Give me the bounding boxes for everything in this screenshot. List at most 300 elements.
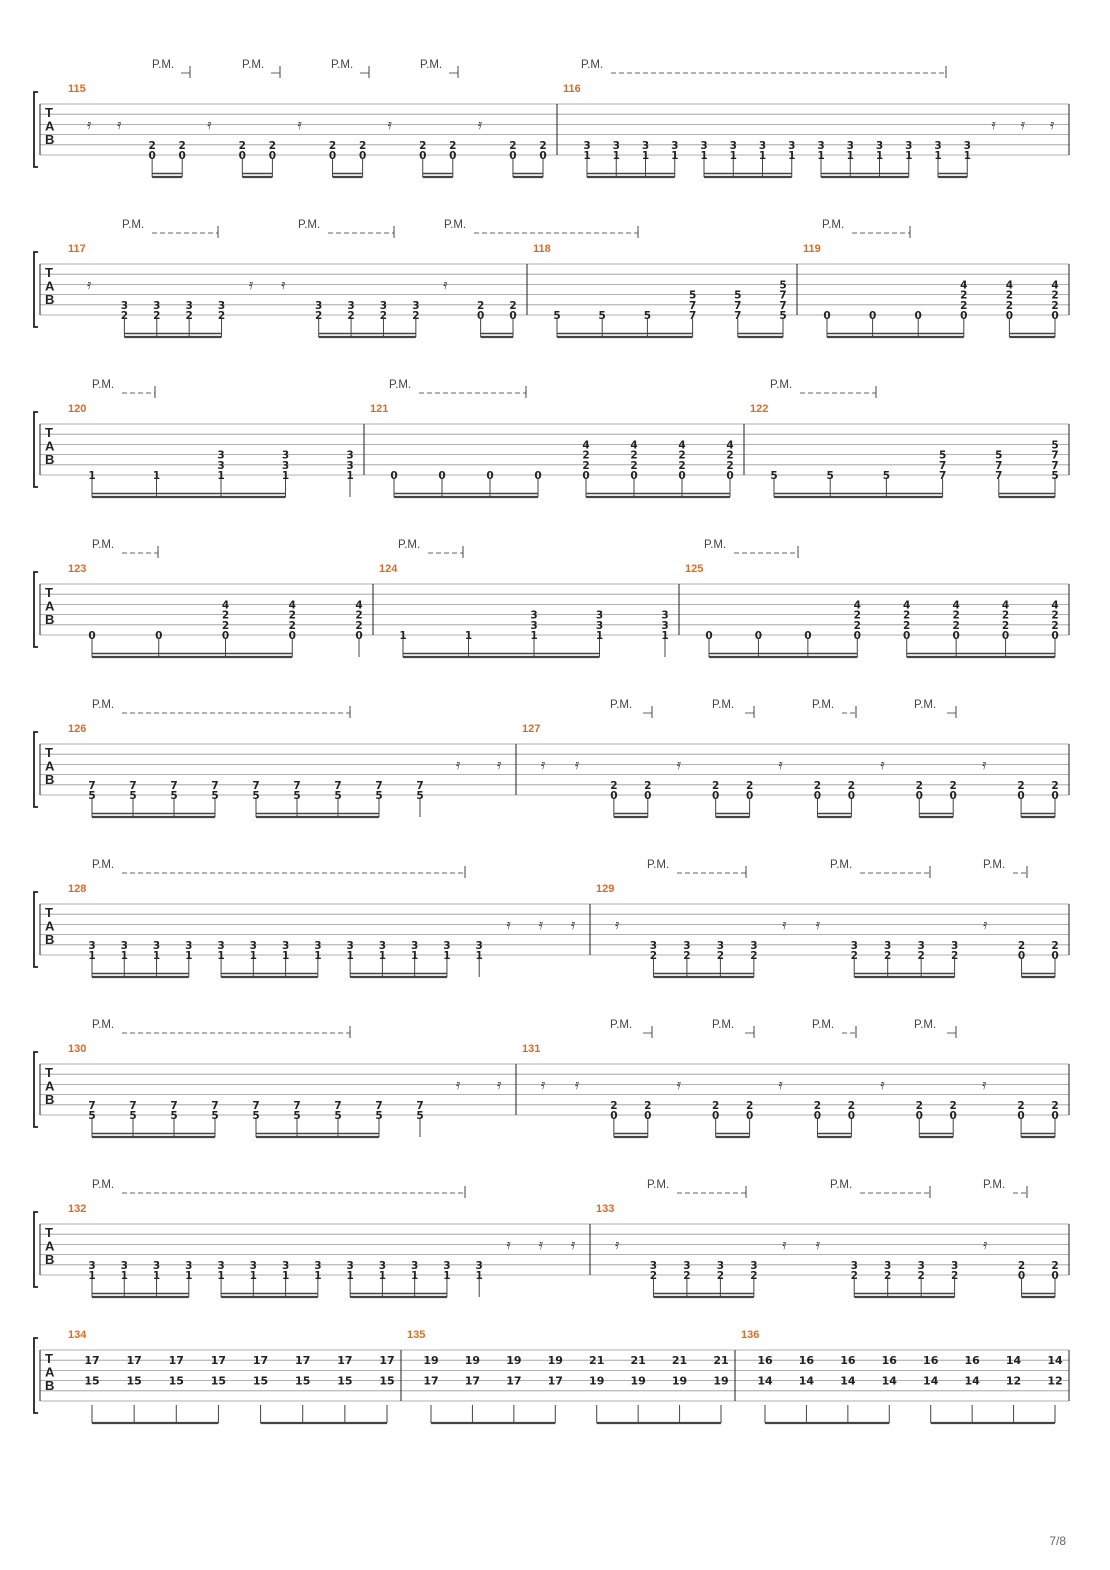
fret-number: 3 <box>153 299 161 312</box>
fret-number: 0 <box>813 1110 822 1122</box>
fret-number: 1 <box>346 1270 354 1282</box>
fret-number: 0 <box>868 310 877 322</box>
fret-number: 1 <box>314 950 322 962</box>
palm-mute-label: P.M. <box>444 219 467 231</box>
fret-number: 15 <box>126 1374 142 1388</box>
palm-mute-label: P.M. <box>704 539 727 551</box>
fret-number: 2 <box>268 139 277 152</box>
fret-number: 2 <box>813 1099 822 1112</box>
fret-number: 1 <box>846 150 854 162</box>
fret-number: 1 <box>152 470 161 482</box>
system-bracket <box>34 572 38 647</box>
rest-icon: 𝄿 <box>778 757 783 773</box>
fret-number: 15 <box>168 1374 184 1388</box>
fret-number: 0 <box>610 790 618 802</box>
fret-number: 0 <box>1051 950 1059 962</box>
tab-clef-letter: A <box>45 118 55 134</box>
fret-number: 14 <box>923 1374 939 1388</box>
palm-mute-label: P.M. <box>983 1179 1006 1191</box>
fret-number: 1 <box>88 950 96 962</box>
fret-number: 2 <box>148 139 156 152</box>
fret-number: 5 <box>211 1110 219 1122</box>
fret-number: 0 <box>1017 1110 1025 1122</box>
rest-icon: 𝄿 <box>983 1237 988 1253</box>
fret-number: 2 <box>853 609 861 622</box>
fret-number: 1 <box>443 1270 451 1282</box>
fret-number: 7 <box>375 779 383 792</box>
system-bracket <box>34 1212 38 1287</box>
fret-number: 2 <box>328 139 337 152</box>
fret-number: 0 <box>914 310 922 322</box>
fret-number: 1 <box>700 150 708 162</box>
fret-number: 3 <box>583 139 591 152</box>
fret-number: 2 <box>630 449 638 462</box>
fret-number: 2 <box>1005 289 1014 302</box>
fret-number: 3 <box>120 299 129 312</box>
palm-mute-label: P.M. <box>914 1019 937 1031</box>
fret-number: 1 <box>934 150 942 162</box>
tab-system <box>34 219 1069 337</box>
fret-number: 2 <box>644 1099 652 1112</box>
rest-icon: 𝄿 <box>815 917 821 933</box>
measure <box>68 83 547 177</box>
fret-number: 19 <box>713 1374 729 1388</box>
fret-number: 5 <box>688 289 697 302</box>
tab-system <box>34 1019 1069 1137</box>
palm-mute-label: P.M. <box>647 1179 670 1191</box>
fret-number: 5 <box>598 310 606 322</box>
palm-mute-label: P.M. <box>389 379 412 391</box>
fret-number: 7 <box>252 779 260 792</box>
fret-number: 12 <box>1005 1374 1022 1388</box>
fret-number: 0 <box>823 310 831 322</box>
fret-number: 16 <box>923 1354 939 1368</box>
fret-number: 0 <box>726 470 734 482</box>
fret-number: 3 <box>595 619 604 632</box>
tab-clef-letter: B <box>45 1092 55 1107</box>
measure <box>679 563 1059 657</box>
fret-number: 2 <box>884 1270 892 1282</box>
fret-number: 16 <box>757 1354 773 1368</box>
fret-number: 16 <box>798 1354 815 1368</box>
fret-number: 2 <box>649 1270 658 1282</box>
fret-number: 2 <box>1051 619 1059 632</box>
rest-icon: 𝄿 <box>207 117 212 133</box>
fret-number: 3 <box>661 619 669 632</box>
fret-number: 14 <box>840 1374 856 1388</box>
fret-number: 2 <box>950 1270 959 1282</box>
fret-number: 0 <box>949 790 957 802</box>
fret-number: 1 <box>399 630 407 642</box>
fret-number: 5 <box>211 790 219 802</box>
rest-icon: 𝄿 <box>297 117 302 133</box>
fret-number: 0 <box>754 630 763 642</box>
fret-number: 0 <box>630 470 638 482</box>
fret-number: 2 <box>745 1099 754 1112</box>
tab-clef-letter: T <box>45 1225 53 1240</box>
fret-number: 16 <box>881 1354 897 1368</box>
fret-number: 1 <box>758 150 767 162</box>
fret-number: 2 <box>221 619 230 632</box>
fret-number: 3 <box>281 449 290 462</box>
fret-number: 0 <box>804 630 812 642</box>
fret-number: 5 <box>643 310 652 322</box>
rest-icon: 𝄿 <box>782 917 787 933</box>
fret-number: 2 <box>185 310 193 322</box>
fret-number: 19 <box>423 1354 439 1368</box>
fret-number: 19 <box>547 1354 563 1368</box>
measure-number: 118 <box>533 243 551 255</box>
rest-icon: 𝄿 <box>456 757 461 773</box>
measure <box>590 1203 1059 1297</box>
fret-number: 2 <box>539 139 547 152</box>
fret-number: 0 <box>952 630 960 642</box>
fret-number: 5 <box>770 470 778 482</box>
measure <box>68 723 502 817</box>
fret-number: 5 <box>334 790 342 802</box>
fret-number: 7 <box>1051 449 1059 462</box>
fret-number: 2 <box>678 459 686 472</box>
fret-number: 1 <box>475 950 483 962</box>
fret-number: 3 <box>314 1259 322 1272</box>
tab-system <box>34 699 1069 817</box>
fret-number: 3 <box>281 459 290 472</box>
measure-number: 135 <box>407 1329 426 1341</box>
fret-number: 3 <box>185 1259 193 1272</box>
fret-number: 0 <box>903 630 911 642</box>
fret-number: 3 <box>716 939 725 952</box>
fret-number: 17 <box>168 1354 184 1368</box>
fret-number: 3 <box>185 939 193 952</box>
fret-number: 1 <box>281 470 290 482</box>
fret-number: 19 <box>671 1374 688 1388</box>
fret-number: 5 <box>252 790 260 802</box>
measure-number: 117 <box>68 243 86 255</box>
fret-number: 17 <box>126 1354 142 1368</box>
palm-mute-label: P.M. <box>647 859 670 871</box>
fret-number: 4 <box>903 599 911 612</box>
fret-number: 0 <box>238 150 246 162</box>
tab-clef-letter: A <box>45 1078 55 1094</box>
tab-clef-letter: A <box>45 1364 55 1380</box>
fret-number: 1 <box>281 1270 290 1282</box>
fret-number: 0 <box>449 150 457 162</box>
fret-number: 2 <box>1051 609 1059 622</box>
fret-number: 3 <box>683 939 691 952</box>
fret-number: 2 <box>1005 299 1014 312</box>
fret-number: 2 <box>1051 1259 1059 1272</box>
fret-number: 2 <box>813 779 822 792</box>
fret-number: 7 <box>416 1099 424 1112</box>
rest-icon: 𝄿 <box>248 277 254 293</box>
fret-number: 0 <box>610 1110 618 1122</box>
measure <box>516 1043 1059 1137</box>
fret-number: 4 <box>355 599 363 612</box>
measure <box>401 1329 729 1423</box>
fret-number: 1 <box>530 630 538 642</box>
measure <box>373 563 669 657</box>
fret-number: 0 <box>486 470 494 482</box>
fret-number: 16 <box>840 1354 856 1368</box>
fret-number: 1 <box>641 150 650 162</box>
system-bracket <box>34 892 38 967</box>
fret-number: 15 <box>210 1374 227 1388</box>
fret-number: 5 <box>375 1110 383 1122</box>
tab-clef-letter: T <box>45 905 53 920</box>
fret-number: 2 <box>221 609 230 622</box>
fret-number: 3 <box>88 939 96 952</box>
rest-icon: 𝄿 <box>880 1077 885 1093</box>
fret-number: 3 <box>595 609 604 622</box>
fret-number: 2 <box>1051 1099 1059 1112</box>
fret-number: 3 <box>917 1259 925 1272</box>
fret-number: 2 <box>1001 619 1010 632</box>
measure <box>527 243 787 337</box>
fret-number: 3 <box>314 939 322 952</box>
fret-number: 0 <box>705 630 713 642</box>
fret-number: 0 <box>915 1110 923 1122</box>
fret-number: 1 <box>963 150 971 162</box>
fret-number: 3 <box>217 299 226 312</box>
tab-clef-letter: B <box>45 1252 55 1267</box>
tab-system <box>34 59 1069 177</box>
fret-number: 5 <box>553 310 561 322</box>
measure <box>735 1329 1063 1423</box>
fret-number: 2 <box>750 1270 758 1282</box>
fret-number: 1 <box>152 1270 161 1282</box>
fret-number: 2 <box>949 1099 957 1112</box>
tab-clef-letter: T <box>45 745 53 760</box>
measure-number: 134 <box>68 1329 87 1341</box>
fret-number: 2 <box>847 1099 856 1112</box>
fret-number: 4 <box>853 599 861 612</box>
fret-number: 7 <box>688 299 697 312</box>
measure <box>68 1329 395 1423</box>
tab-clef-letter: A <box>45 918 55 934</box>
system-bracket <box>34 1052 38 1127</box>
measure-number: 119 <box>803 243 821 255</box>
palm-mute-label: P.M. <box>712 1019 735 1031</box>
palm-mute-label: P.M. <box>610 699 633 711</box>
fret-number: 15 <box>84 1374 100 1388</box>
fret-number: 3 <box>443 1259 451 1272</box>
fret-number: 0 <box>582 470 590 482</box>
fret-number: 0 <box>1017 790 1025 802</box>
rest-icon: 𝄿 <box>1050 117 1055 133</box>
fret-number: 1 <box>378 1270 387 1282</box>
fret-number: 1 <box>120 950 128 962</box>
palm-mute-label: P.M. <box>92 379 115 391</box>
fret-number: 3 <box>185 299 193 312</box>
fret-number: 1 <box>875 150 884 162</box>
rest-icon: 𝄿 <box>497 757 502 773</box>
fret-number: 2 <box>903 619 911 632</box>
fret-number: 7 <box>88 779 96 792</box>
fret-number: 4 <box>288 599 296 612</box>
tab-clef-letter: B <box>45 452 55 467</box>
fret-number: 0 <box>178 150 186 162</box>
fret-number: 0 <box>88 630 96 642</box>
fret-number: 3 <box>378 1259 387 1272</box>
fret-number: 1 <box>671 150 679 162</box>
fret-number: 3 <box>443 939 451 952</box>
fret-number: 4 <box>1005 279 1014 292</box>
fret-number: 7 <box>1051 459 1059 472</box>
fret-number: 2 <box>1051 779 1059 792</box>
system-bracket <box>34 92 38 167</box>
rest-icon: 𝄿 <box>571 1237 576 1253</box>
fret-number: 2 <box>178 139 186 152</box>
tab-clef-letter: B <box>45 612 55 627</box>
fret-number: 3 <box>729 139 737 152</box>
measure-number: 136 <box>741 1329 760 1341</box>
fret-number: 0 <box>509 310 517 322</box>
fret-number: 2 <box>1001 609 1010 622</box>
fret-number: 5 <box>882 470 891 482</box>
palm-mute-label: P.M. <box>914 699 937 711</box>
fret-number: 3 <box>249 939 257 952</box>
tab-clef-letter: B <box>45 772 55 787</box>
fret-number: 17 <box>464 1374 481 1388</box>
fret-number: 2 <box>960 289 968 302</box>
fret-number: 3 <box>217 1259 225 1272</box>
tab-clef-letter: A <box>45 278 55 294</box>
fret-number: 0 <box>712 790 720 802</box>
fret-number: 2 <box>716 950 725 962</box>
fret-number: 3 <box>875 139 884 152</box>
measure-number: 122 <box>750 403 769 415</box>
fret-number: 1 <box>443 950 451 962</box>
fret-number: 7 <box>88 1099 96 1112</box>
fret-number: 3 <box>475 1259 483 1272</box>
rest-icon: 𝄿 <box>676 757 682 773</box>
tab-clef-letter: B <box>45 932 55 947</box>
fret-number: 4 <box>630 439 638 452</box>
fret-number: 2 <box>379 310 388 322</box>
fret-number: 2 <box>952 619 960 632</box>
fret-number: 2 <box>582 459 590 472</box>
fret-number: 21 <box>671 1354 688 1368</box>
fret-number: 2 <box>949 779 957 792</box>
palm-mute-label: P.M. <box>812 699 835 711</box>
fret-number: 3 <box>817 139 825 152</box>
palm-mute-label: P.M. <box>122 219 145 231</box>
rest-icon: 𝄿 <box>615 917 620 933</box>
fret-number: 0 <box>509 150 517 162</box>
palm-mute-label: P.M. <box>420 59 443 71</box>
palm-mute-label: P.M. <box>92 699 115 711</box>
fret-number: 7 <box>170 1099 178 1112</box>
tab-clef-letter: B <box>45 132 55 147</box>
fret-number: 3 <box>281 939 290 952</box>
fret-number: 0 <box>644 1110 652 1122</box>
fret-number: 3 <box>347 299 355 312</box>
fret-number: 0 <box>745 1110 754 1122</box>
measure-number: 129 <box>596 883 615 895</box>
fret-number: 2 <box>347 310 355 322</box>
fret-number: 2 <box>712 1099 720 1112</box>
palm-mute-label: P.M. <box>92 1179 115 1191</box>
rest-icon: 𝄿 <box>615 1237 620 1253</box>
fret-number: 1 <box>661 630 669 642</box>
measure-number: 121 <box>370 403 389 415</box>
palm-mute-label: P.M. <box>298 219 321 231</box>
rest-icon: 𝄿 <box>538 1237 544 1253</box>
fret-number: 3 <box>934 139 942 152</box>
fret-number: 1 <box>217 950 225 962</box>
fret-number: 7 <box>334 779 342 792</box>
palm-mute-label: P.M. <box>812 1019 835 1031</box>
fret-number: 2 <box>649 950 658 962</box>
fret-number: 2 <box>153 310 161 322</box>
tab-clef-letter: T <box>45 105 53 120</box>
fret-number: 3 <box>411 939 419 952</box>
fret-number: 1 <box>281 950 290 962</box>
fret-number: 5 <box>734 289 742 302</box>
fret-number: 1 <box>217 470 225 482</box>
fret-number: 1 <box>788 150 796 162</box>
measure <box>68 243 517 337</box>
fret-number: 7 <box>211 1099 219 1112</box>
fret-number: 0 <box>390 470 398 482</box>
fret-number: 3 <box>612 139 620 152</box>
fret-number: 2 <box>850 1270 858 1282</box>
fret-number: 21 <box>630 1354 646 1368</box>
fret-number: 21 <box>589 1354 605 1368</box>
fret-number: 5 <box>1051 470 1059 482</box>
fret-number: 17 <box>210 1354 227 1368</box>
fret-number: 5 <box>252 1110 260 1122</box>
fret-number: 3 <box>950 1259 959 1272</box>
fret-number: 7 <box>211 779 219 792</box>
fret-number: 0 <box>853 630 861 642</box>
fret-number: 2 <box>288 619 296 632</box>
fret-number: 2 <box>847 779 856 792</box>
fret-number: 17 <box>423 1374 439 1388</box>
tab-clef-letter: A <box>45 758 55 774</box>
palm-mute-label: P.M. <box>830 1179 853 1191</box>
fret-number: 1 <box>729 150 737 162</box>
measure-number: 116 <box>563 83 581 95</box>
fret-number: 2 <box>678 449 686 462</box>
fret-number: 2 <box>915 779 923 792</box>
fret-number: 1 <box>612 150 620 162</box>
measure-number: 132 <box>68 1203 87 1215</box>
fret-number: 2 <box>476 299 485 312</box>
fret-number: 2 <box>1017 939 1026 952</box>
fret-number: 4 <box>1051 279 1059 292</box>
fret-number: 0 <box>155 630 163 642</box>
fret-number: 3 <box>475 939 483 952</box>
fret-number: 3 <box>217 939 225 952</box>
fret-number: 7 <box>995 470 1003 482</box>
fret-number: 2 <box>610 1099 618 1112</box>
tab-clef-letter: A <box>45 1238 55 1254</box>
fret-number: 3 <box>700 139 708 152</box>
rest-icon: 𝄿 <box>880 757 885 773</box>
fret-number: 3 <box>884 939 892 952</box>
fret-number: 3 <box>716 1259 725 1272</box>
rest-icon: 𝄿 <box>991 117 996 133</box>
fret-number: 5 <box>779 279 787 292</box>
fret-number: 0 <box>539 150 547 162</box>
rest-icon: 𝄿 <box>281 277 286 293</box>
fret-number: 3 <box>846 139 854 152</box>
fret-number: 2 <box>412 310 420 322</box>
fret-number: 2 <box>238 139 246 152</box>
fret-number: 2 <box>917 950 925 962</box>
fret-number: 3 <box>152 1259 161 1272</box>
